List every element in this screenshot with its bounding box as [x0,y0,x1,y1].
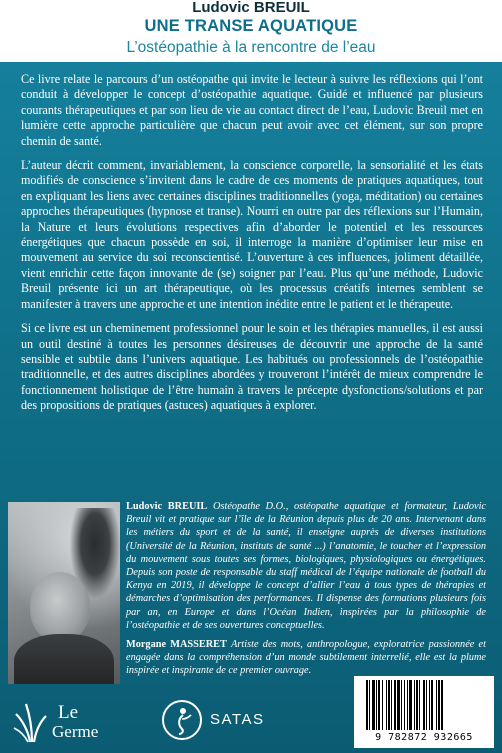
partner-logo-text: SATAS [210,711,265,728]
bio-author-name: Ludovic BREUIL [126,501,208,512]
author-photo [8,502,120,684]
bio-coauthor [126,638,486,678]
publisher-logo-line2: Germe [52,722,99,741]
partner-logo [162,700,282,744]
publisher-logo [12,696,102,746]
barcode-bars [364,680,484,730]
figure-icon [162,700,202,740]
blurb [21,72,483,423]
sprout-icon [12,700,52,744]
author-bio [126,500,486,684]
blurb-paragraph-1: Ce livre relate le parcours d’un ostéopathe qui invite le lecteur à suivre les réflexions qui l’ont conduit à développer le concept d’ostéopathie aquatique. Guidé et influencé par plusieurs courants thérapeutiques et par son lieu de vie au contact direct de l’eau, Ludovic Breuil met en lumière cette approche particulière que chacun peut avoir avec cet élément, sur son propre chemin de santé. [21,72,483,148]
blurb-paragraph-3: Si ce livre est un cheminement professionnel pour le soin et les thérapies manuelles, il est aussi un outil destiné à toutes les personnes désireuses de découvrir une approche de la santé sensible et subtile dans l’univers aquatique. Les habitués ou professionnels de l’ostéopathie traditionnelle, et des autres disciplines abordées y trouveront l’intérêt de mieux comprendre le fonctionnement holistique de l’être humain à travers le précepte dysfonctions/solutions et par des propositions de pratiques (astuces) aquatiques à explorer. [21,321,483,413]
bio-coauthor-text: Artiste des mots, anthropologue, exploratrice passionnée et engagée dans la compréhension d’un monde subtilement interrelié, elle est la plume inspirée et inspirante de ce premier ouvrage. [126,639,486,677]
bio-coauthor-name: Morgane MASSERET [126,639,227,651]
bio-author [126,500,486,632]
author-name-top: Ludovic BREUIL [0,0,502,15]
book-title: UNE TRANSE AQUATIQUE [144,17,358,35]
barcode [354,676,494,748]
book-subtitle: L’ostéopathie à la rencontre de l’eau [126,39,376,56]
bio-author-text: Ostéopathe D.O., ostéopathe aquatique et formateur, Ludovic Breuil vit et pratique sur l’île de la Réunion depuis plus de 20 ans. Intervenant dans les métiers du sport et de la santé, il enseigne auprès de diverses institutions (Université de la Réunion, instituts de santé ...) l’anatomie, le toucher et l’expression du mouvement sous toutes ses formes, biologiques, physiologiques ou énergétiques. Depuis son poste de responsable du staff médical de l’équipe nationale de football du Kenya en 2019, il développe le concept d’allier l’eau à tous types de thérapies et démarches d’optimisation des performances. Il dispense des formations plusieurs fois par an, en Europe et dans l’Océan Indien, inspirées par la philosophie de l’ostéopathie et de ses ouvertures conceptuelles. [126,501,486,631]
blurb-paragraph-2: L’auteur décrit comment, invariablement, la conscience corporelle, la sensorialité et les états modifiés de conscience s’invitent dans le cadre de ces moments de pratiques aquatiques, tout en expliquant les liens avec certaines disciplines traditionnelles (yoga, méditation) ou certaines approches thérapeutiques (hypnose et transe). Nourri en outre par des réflexions sur l’Humain, la Nature et leurs évolutions respectives afin d’aborder le potentiel et les ressources énergétiques que chacun possède en soi, il interroge la manière d’optimiser leur mise en mouvement au service du soi reconscientisé. L’ouverture à ces influences, joliment détaillée, vient enrichir cette façon innovante de (se) soigner par l’eau. Plus qu’une méthode, Ludovic Breuil présente ici un art thérapeutique, où les processus créatifs internes semblent se manifester à travers une approche et une intention inédite entre le patient et le thérapeute. [21,158,483,311]
publisher-logo-line1: Le [58,702,79,723]
barcode-number: 9 782872 932665 [375,732,473,743]
